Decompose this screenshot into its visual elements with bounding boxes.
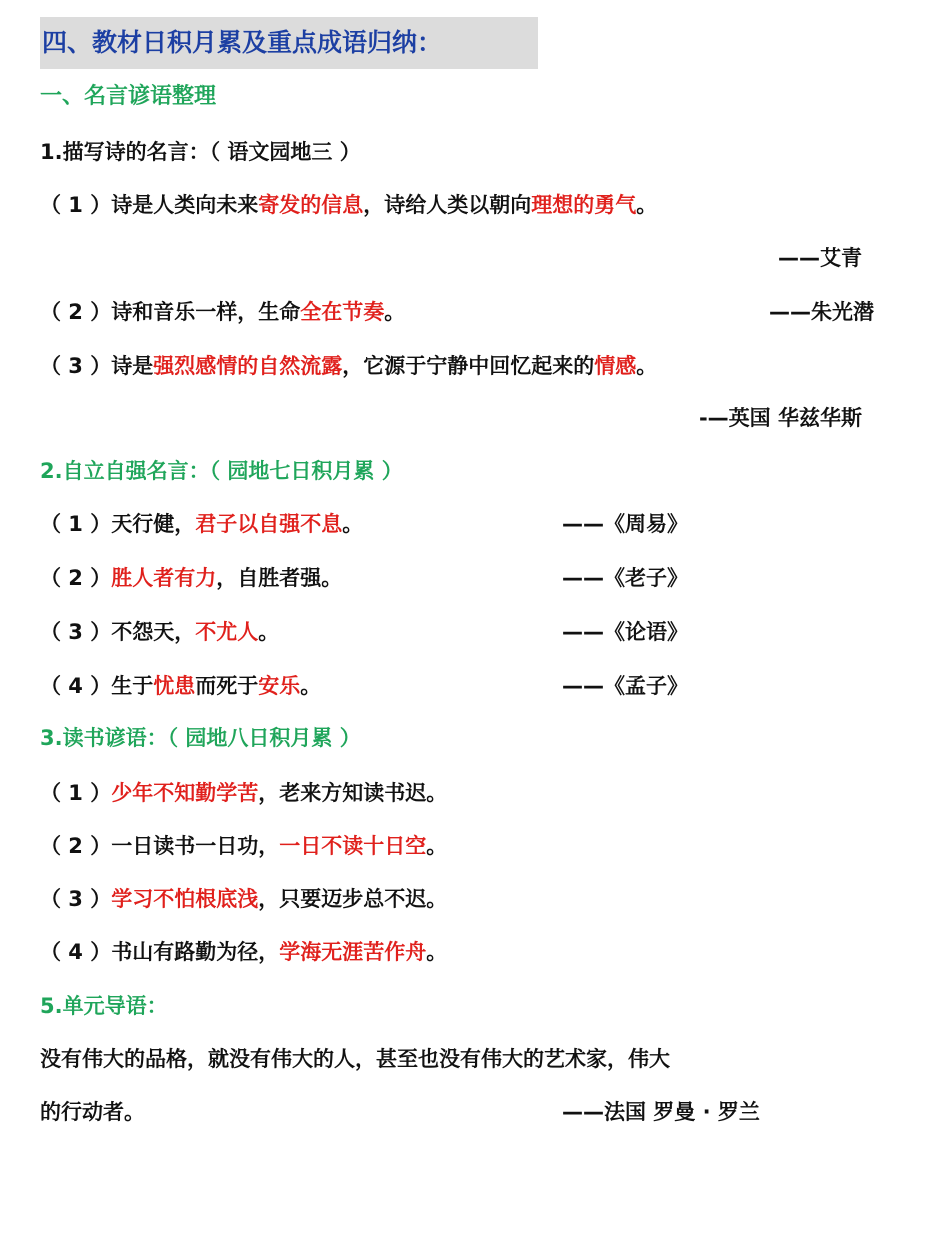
quote-source: ——《孟子》	[562, 674, 688, 698]
quote-source: ——朱光潜	[769, 300, 874, 324]
text-segment: 的行动者。	[40, 1100, 145, 1124]
highlighted-text: 强烈感情的自然流露	[153, 354, 343, 378]
subsection-heading	[40, 456, 403, 486]
text-segment: 3.读书谚语：（ 园地八日积月累 ）	[40, 726, 361, 750]
text-segment: ，自胜者强。	[216, 566, 343, 590]
quote-line	[40, 1097, 145, 1127]
highlighted-text: 胜人者有力	[111, 566, 217, 590]
text-segment: （ 1 ）天行健，	[40, 512, 196, 536]
highlighted-text: 情感	[594, 354, 637, 378]
text-segment: （ 4 ）书山有路勤为径，	[40, 940, 280, 964]
text-segment: 。	[258, 620, 280, 644]
subsection-heading	[40, 723, 361, 753]
quote-line	[40, 137, 361, 167]
text-segment: ，诗给人类以朝向	[363, 193, 532, 217]
text-segment: 。	[636, 354, 658, 378]
quote-source: ——法国 罗曼 · 罗兰	[562, 1100, 760, 1124]
highlighted-text: 学海无涯苦作舟	[279, 940, 427, 964]
highlighted-text: 安乐	[258, 674, 301, 698]
text-segment: ，只要迈步总不迟。	[258, 887, 448, 911]
quote-source: ——《周易》	[562, 512, 688, 536]
text-segment: 。	[426, 834, 448, 858]
quote-line	[40, 351, 657, 381]
page-title: 四、教材日积月累及重点成语归纳：	[40, 17, 538, 69]
text-segment: 没有伟大的品格，就没有伟大的人，甚至也没有伟大的艺术家，伟大	[40, 1047, 670, 1071]
text-segment: （ 1 ）	[40, 781, 112, 805]
quote-source: ——《论语》	[562, 620, 688, 644]
quote-source: ——艾青	[778, 246, 862, 270]
text-segment: （ 2 ）诗和音乐一样，生命	[40, 300, 301, 324]
text-segment: （ 3 ）不怨天，	[40, 620, 196, 644]
highlighted-text: 全在节奏	[300, 300, 385, 324]
quote-line	[40, 617, 279, 647]
highlighted-text: 忧患	[153, 674, 196, 698]
quote-line	[40, 509, 363, 539]
quote-line	[40, 563, 342, 593]
text-segment: （ 3 ）	[40, 887, 112, 911]
text-segment: 。	[300, 674, 322, 698]
quote-line	[40, 884, 447, 914]
quote-line	[40, 937, 447, 967]
highlighted-text: 一日不读十日空	[279, 834, 427, 858]
text-segment: （ 1 ）诗是人类向未来	[40, 193, 259, 217]
highlighted-text: 不尤人	[195, 620, 259, 644]
quote-source: ——《老子》	[562, 566, 688, 590]
highlighted-text: 学习不怕根底浅	[111, 887, 259, 911]
quote-line	[40, 190, 657, 220]
text-segment: （ 2 ）一日读书一日功，	[40, 834, 280, 858]
highlighted-text: 寄发的信息	[258, 193, 364, 217]
quote-source: -—英国 华兹华斯	[698, 406, 862, 430]
text-segment: （ 3 ）诗是	[40, 354, 154, 378]
quote-line	[40, 1044, 670, 1074]
subsection-heading	[40, 991, 168, 1021]
text-segment: 。	[636, 193, 658, 217]
text-segment: 5.单元导语：	[40, 994, 168, 1018]
text-segment: 2.自立自强名言：（ 园地七日积月累 ）	[40, 459, 403, 483]
text-segment: 。	[384, 300, 406, 324]
text-segment: （ 4 ）生于	[40, 674, 154, 698]
section-heading: 一、名言谚语整理	[40, 84, 217, 109]
highlighted-text: 理想的勇气	[531, 193, 637, 217]
quote-line	[40, 831, 447, 861]
quote-line	[40, 297, 405, 327]
text-segment: ，它源于宁静中回忆起来的	[342, 354, 595, 378]
quote-line	[40, 778, 447, 808]
text-segment: 1.描写诗的名言：（ 语文园地三 ）	[40, 140, 361, 164]
text-segment: ，老来方知读书迟。	[258, 781, 448, 805]
text-segment: 而死于	[195, 674, 259, 698]
highlighted-text: 君子以自强不息	[195, 512, 343, 536]
highlighted-text: 少年不知勤学苦	[111, 781, 259, 805]
quote-line	[40, 671, 321, 701]
text-segment: 。	[342, 512, 364, 536]
text-segment: 。	[426, 940, 448, 964]
text-segment: （ 2 ）	[40, 566, 112, 590]
